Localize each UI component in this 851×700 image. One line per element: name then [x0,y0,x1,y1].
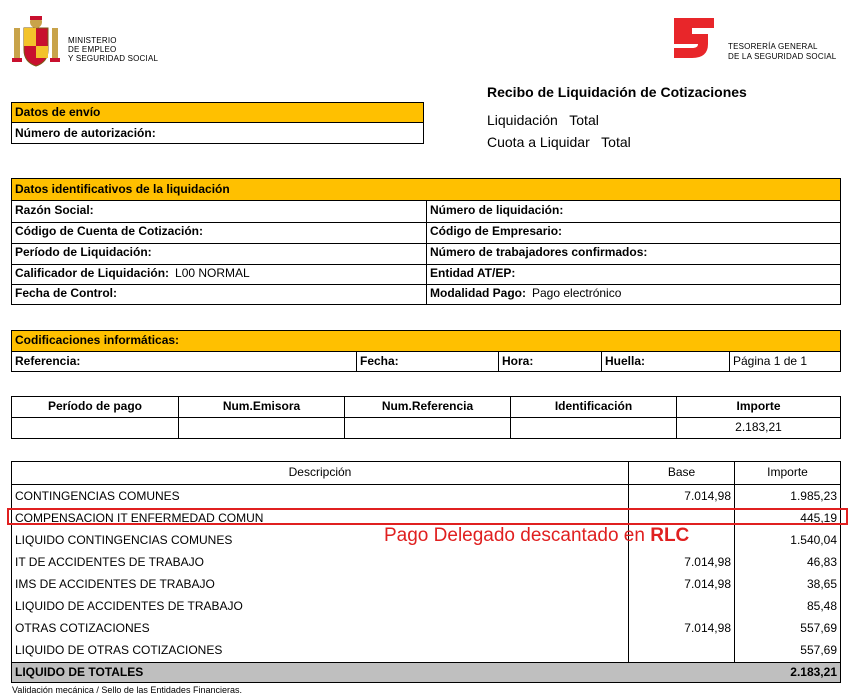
total-row [12,662,840,682]
pago-header-periodo: Período de pago [47,399,142,413]
annotation-text [384,525,689,547]
detalle-table [11,461,841,683]
liquidacion-label: Liquidación [487,112,558,128]
modalidad-value: Pago electrónico [532,286,622,300]
cuota-line [487,134,631,150]
pagina-label: Página 1 de 1 [733,354,808,368]
identificativos-section [11,178,841,305]
pago-header-emisora: Num.Emisora [222,399,301,413]
pago-header-identificacion: Identificación [554,399,633,413]
table-row [12,551,840,573]
table-row [12,595,840,617]
table-row [12,573,840,595]
col-descripcion-header: Descripción [288,465,352,479]
annotation-bold: RLC [650,525,690,546]
annotation-prefix: Pago Delegado descantado en [384,525,651,546]
tgss-name-line1: TESORERÍA GENERAL [728,42,818,51]
huella-label: Huella: [605,354,646,368]
numero-liquidacion-label: Número de liquidación: [430,203,564,217]
table-row [12,617,840,639]
total-importe: 2.183,21 [790,665,837,679]
row-descripcion: LIQUIDO CONTINGENCIAS COMUNES [15,533,233,547]
entidad-label: Entidad AT/EP: [430,266,516,280]
pago-header-importe: Importe [736,399,781,413]
row-descripcion: CONTINGENCIAS COMUNES [15,489,180,503]
tgss-logo [672,16,847,66]
row-descripcion: IMS DE ACCIDENTES DE TRABAJO [15,577,215,591]
row-importe: 85,48 [806,599,837,613]
ccc-label: Código de Cuenta de Cotización: [15,224,203,238]
coat-of-arms-icon [10,14,62,70]
col-importe-header: Importe [767,465,808,479]
hora-label: Hora: [502,354,534,368]
codificaciones-section [11,330,841,372]
envio-section [11,102,424,144]
calificador-field [12,264,253,284]
row-importe: 557,69 [800,621,837,635]
validacion-text: Validación mecánica / Sello de las Entidades Financieras. [12,685,242,695]
row-descripcion: LIQUIDO DE ACCIDENTES DE TRABAJO [15,599,243,613]
codificaciones-header: Codificaciones informáticas: [12,331,840,352]
ministry-name-line2: DE EMPLEO [68,45,117,54]
row-importe: 38,65 [806,577,837,591]
table-row [12,485,840,507]
total-label: LIQUIDO DE TOTALES [15,665,144,679]
num-trabajadores-label: Número de trabajadores confirmados: [430,245,648,259]
pago-importe-value: 2.183,21 [735,420,782,434]
receipt-title: Recibo de Liquidación de Cotizaciones [487,84,747,100]
ministry-name-line1: MINISTERIO [68,36,117,45]
row-base: 7.014,98 [684,621,731,635]
row-base: 7.014,98 [684,577,731,591]
calificador-label: Calificador de Liquidación: [15,266,170,280]
row-base [629,595,734,617]
row-importe: 46,83 [806,555,837,569]
pago-header-referencia: Num.Referencia [381,399,474,413]
autorizacion-label: Número de autorización: [15,126,156,140]
tgss-name-line2: DE LA SEGURIDAD SOCIAL [728,52,837,61]
identificativos-header: Datos identificativos de la liquidación [12,179,840,201]
referencia-label: Referencia: [15,354,81,368]
row-importe: 1.540,04 [790,533,837,547]
modalidad-field [427,284,624,304]
row-importe: 445,19 [800,511,837,525]
col-base-header: Base [667,465,696,479]
fecha-control-label: Fecha de Control: [15,286,118,300]
table-row [12,639,840,661]
row-base: 7.014,98 [684,555,731,569]
highlight-box [7,508,848,525]
pago-table [11,396,841,439]
tgss-emblem-icon [672,16,716,60]
row-importe: 557,69 [800,643,837,657]
codigo-empresario-label: Código de Empresario: [430,224,563,238]
envio-header: Datos de envío [12,103,423,123]
row-descripcion: OTRAS COTIZACIONES [15,621,150,635]
ministry-name-line3: Y SEGURIDAD SOCIAL [68,54,159,63]
row-descripcion: IT DE ACCIDENTES DE TRABAJO [15,555,204,569]
fecha-label: Fecha: [360,354,399,368]
razon-social-label: Razón Social: [15,203,94,217]
cuota-label: Cuota a Liquidar [487,134,590,150]
liquidacion-line [487,112,599,128]
calificador-value: L00 NORMAL [175,266,250,280]
periodo-liquidacion-label: Período de Liquidación: [15,245,152,259]
row-base [629,639,734,661]
cuota-value: Total [601,134,631,150]
modalidad-label: Modalidad Pago: [430,286,526,300]
liquidacion-value: Total [569,112,599,128]
row-descripcion: COMPENSACION IT ENFERMEDAD COMUN [15,511,264,525]
row-descripcion: LIQUIDO DE OTRAS COTIZACIONES [15,643,223,657]
row-base: 7.014,98 [684,489,731,503]
ministry-logo [10,14,170,70]
row-importe: 1.985,23 [790,489,837,503]
